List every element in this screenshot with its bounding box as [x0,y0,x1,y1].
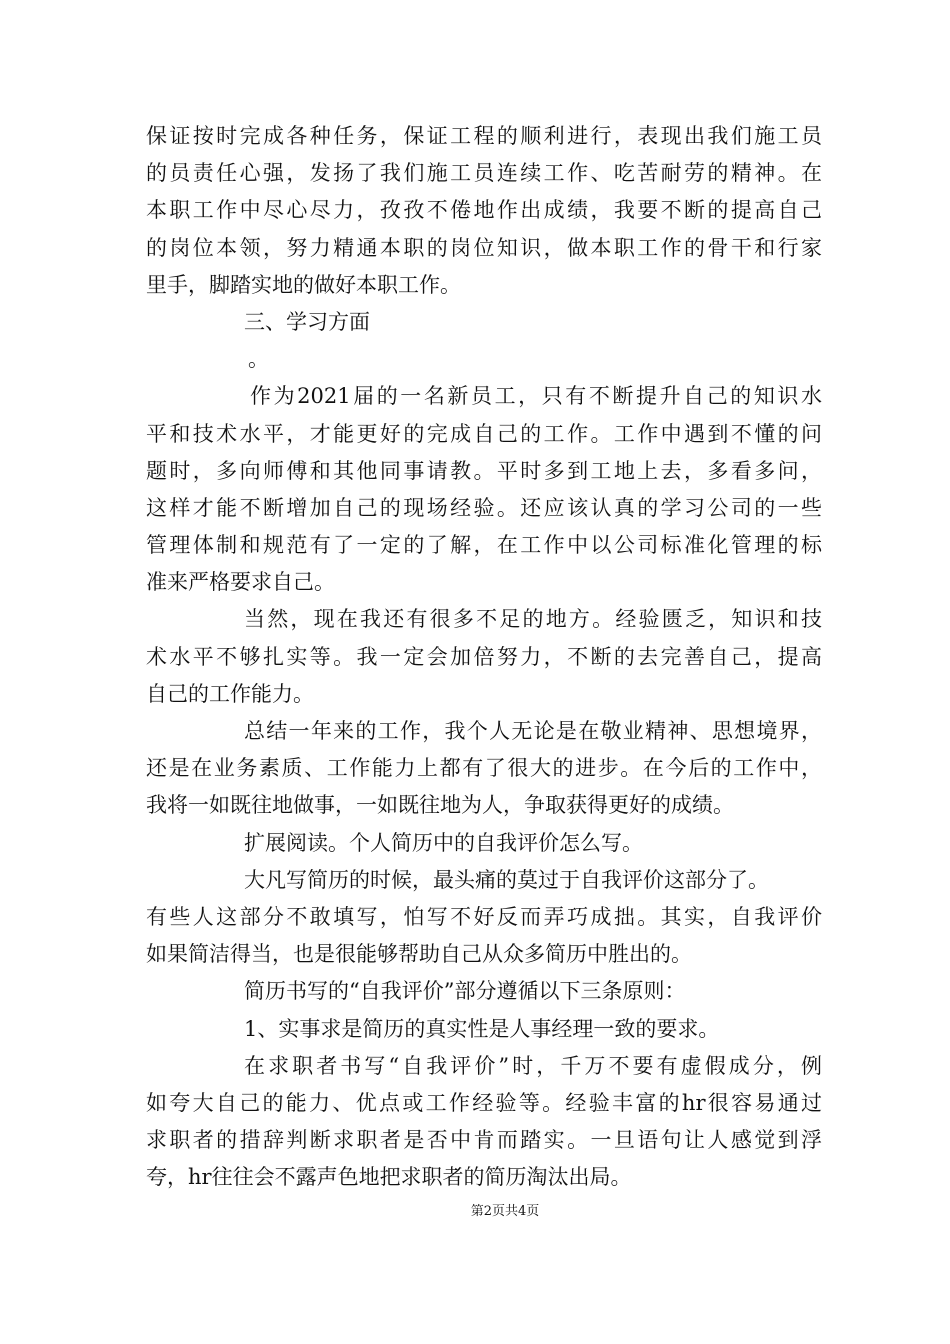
paragraph-first-line: 扩展阅读。个人简历中的自我评价怎么写。 [244,830,643,855]
page-number-footer: 第2页共4页 [470,1204,540,1219]
text-line: 保证按时完成各种任务，保证工程的顺利进行，表现出我们施工员 [146,124,822,148]
section-heading: 三、学习方面 [244,309,370,334]
paragraph-first-line: 作为2021届的一名新员工，只有不断提升自己的知识水 [250,384,822,409]
paragraph-first-line: 总结一年来的工作，我个人无论是在敬业精神、思想境界， [244,719,822,743]
text-line: 的员责任心强，发扬了我们施工员连续工作、吃苦耐劳的精神。在 [146,161,822,186]
text-line: 平和技术水平，才能更好的完成自己的工作。工作中遇到不懂的问 [146,421,822,446]
text-line: 如夸大自己的能力、优点或工作经验等。经验丰富的hr很容易通过 [146,1090,822,1115]
text-line: 题时，多向师傅和其他同事请教。平时多到工地上去，多看多问， [146,458,822,483]
text-line: 管理体制和规范有了一定的了解，在工作中以公司标准化管理的标 [146,533,822,558]
list-item: 1、实事求是简历的真实性是人事经理一致的要求。 [244,1016,720,1041]
text-line: 求职者的措辞判断求职者是否中肯而踏实。一旦语句让人感觉到浮 [146,1128,822,1153]
text-line: 术水平不够扎实等。我一定会加倍努力，不断的去完善自己，提高 [146,644,822,669]
text-line: 有些人这部分不敢填写，怕写不好反而弄巧成拙。其实，自我评价 [146,904,822,929]
text-line: 本职工作中尽心尽力，孜孜不倦地作出成绩，我要不断的提高自己 [146,198,822,223]
text-line: 里手，脚踏实地的做好本职工作。 [146,272,461,297]
text-line: 如果简洁得当，也是很能够帮助自己从众多简历中胜出的。 [146,942,692,967]
text-line: 准来严格要求自己。 [146,570,335,595]
paragraph-first-line: 大凡写简历的时候，最头痛的莫过于自我评价这部分了。 [244,867,769,892]
paragraph-first-line: 简历书写的“自我评价”部分遵循以下三条原则： [244,979,686,1004]
text-line: 这样才能不断增加自己的现场经验。还应该认真的学习公司的一些 [146,495,822,520]
text-line: 的岗位本领，努力精通本职的岗位知识，做本职工作的骨干和行家 [146,235,822,260]
paragraph-first-line: 当然，现在我还有很多不足的地方。经验匮乏，知识和技 [244,607,822,632]
text-line: 夸，hr往往会不露声色地把求职者的简历淘汰出局。 [146,1165,632,1190]
text-line: 。 [248,347,269,372]
text-line: 还是在业务素质、工作能力上都有了很大的进步。在今后的工作中， [146,756,822,781]
body-text [146,118,822,1196]
text-line: 我将一如既往地做事，一如既往地为人，争取获得更好的成绩。 [146,793,734,818]
text-line: 自己的工作能力。 [146,681,314,706]
paragraph-first-line: 在求职者书写“自我评价”时，千万不要有虚假成分，例 [244,1053,822,1078]
